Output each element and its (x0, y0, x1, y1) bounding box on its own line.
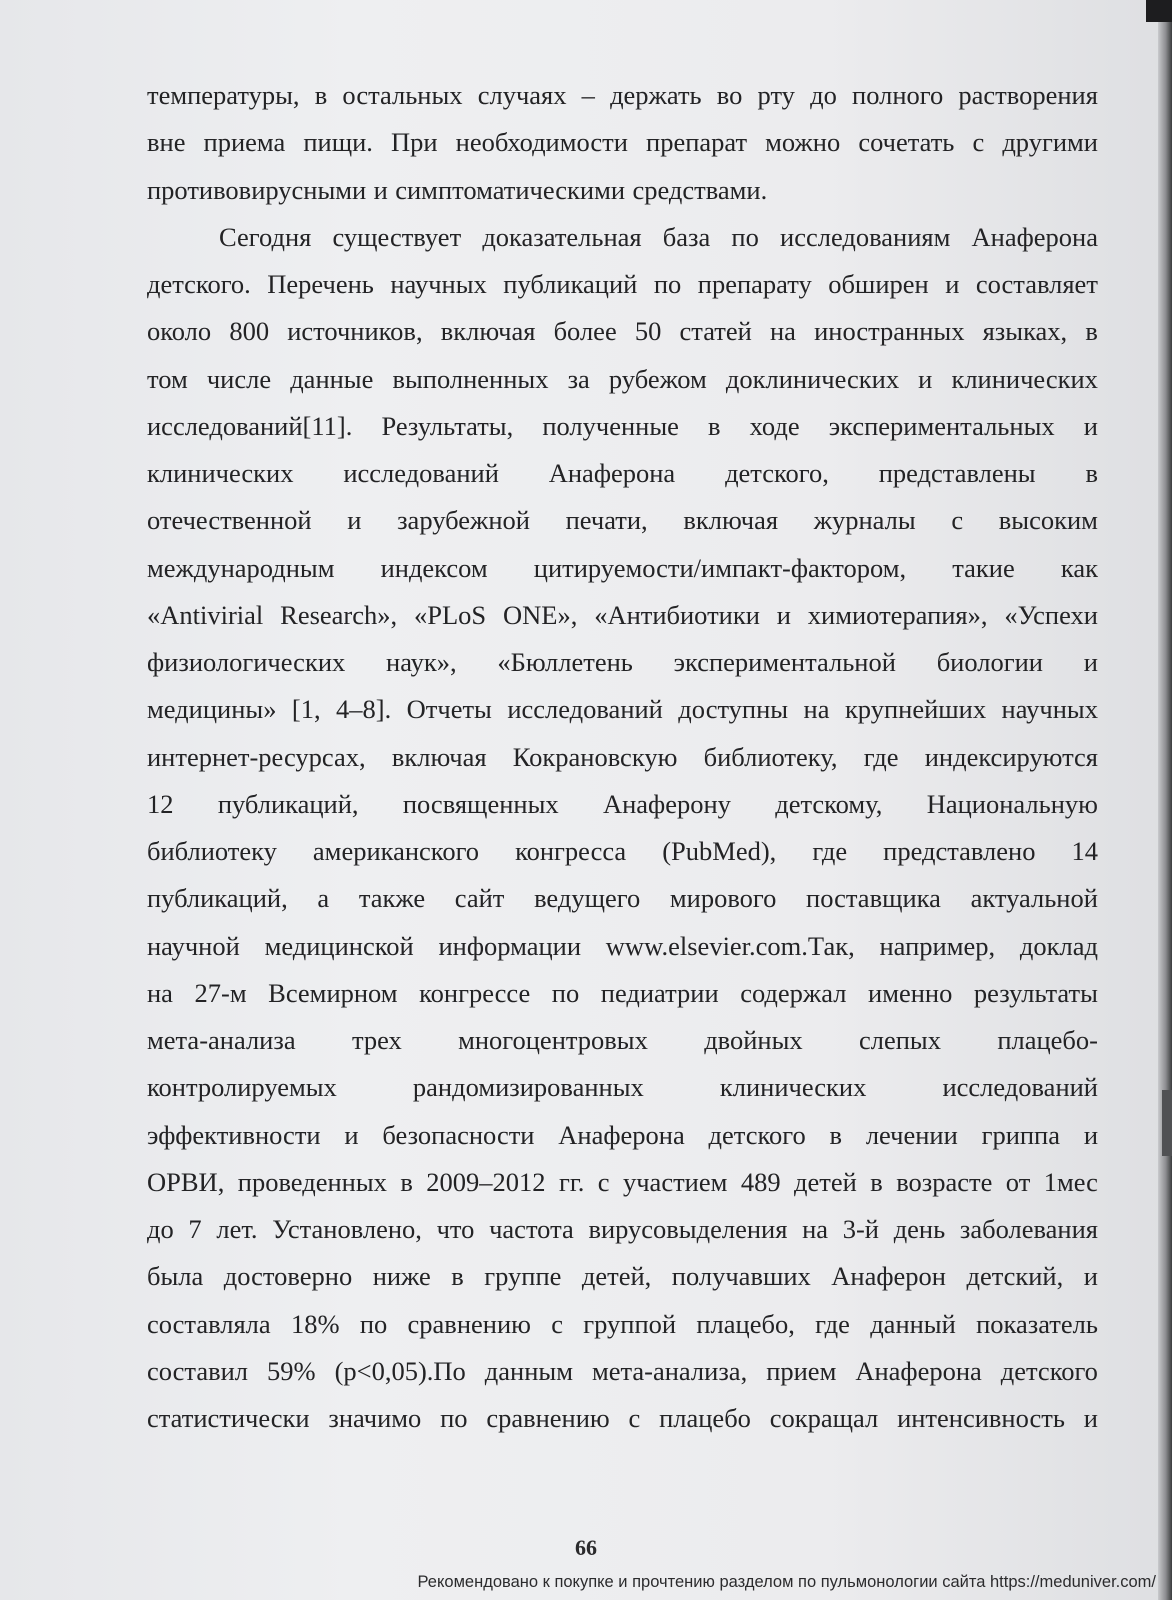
word: индексом (380, 552, 488, 583)
word: в (829, 1119, 843, 1150)
word: показатель (976, 1308, 1098, 1339)
word: включая (440, 316, 536, 347)
word: Research», (280, 599, 398, 630)
word: полученные (542, 410, 679, 441)
word: «Бюллетень (497, 647, 633, 677)
word: и (344, 1119, 359, 1150)
word: многоцентровых (458, 1025, 648, 1055)
word: и (1083, 1403, 1098, 1433)
word: контролируемых (147, 1072, 337, 1103)
word: библиотеку, (703, 741, 838, 772)
word: в (870, 1166, 883, 1197)
scan-edge-mark (1162, 1090, 1172, 1156)
word: крупнейших (844, 694, 987, 725)
word: полного (852, 80, 944, 110)
word: Всемирном (268, 977, 398, 1008)
word: проведенных (237, 1166, 387, 1197)
word: и (373, 174, 388, 205)
word: прием (766, 1355, 837, 1386)
word: на (147, 977, 173, 1008)
word: а (317, 883, 330, 914)
text-line (147, 875, 1098, 922)
word: эффективности (147, 1119, 321, 1150)
word: и (347, 505, 362, 536)
word: сайт (454, 883, 505, 914)
word: исследований (507, 694, 663, 725)
text-line (147, 1301, 1098, 1348)
text-line (147, 1395, 1098, 1442)
text-line (147, 923, 1098, 970)
word: числе (206, 363, 272, 394)
word: гриппа (981, 1119, 1061, 1150)
text-line (147, 828, 1098, 875)
word: лет. (216, 1214, 258, 1244)
text-line (147, 1206, 1098, 1253)
word: конгрессе (419, 977, 531, 1008)
word: приема (203, 127, 286, 158)
word: другими (1002, 127, 1098, 158)
word: посвященных (402, 788, 559, 819)
word: слепых (859, 1025, 941, 1055)
word: высоким (998, 505, 1098, 536)
word: 12 (147, 788, 174, 819)
word: с (972, 127, 985, 158)
word: в (400, 1166, 413, 1197)
text-line (147, 167, 1098, 214)
word: симптоматическими (395, 174, 626, 205)
word: Анаферон (831, 1261, 946, 1292)
word: и (1083, 1261, 1098, 1292)
word: экспериментальной (673, 647, 896, 677)
word: в (314, 80, 328, 110)
text-line (147, 1064, 1098, 1111)
word: включая (391, 741, 487, 772)
word: американского (312, 836, 480, 866)
word: детский, (966, 1261, 1064, 1292)
word: мета-анализа (147, 1025, 296, 1055)
word: вирусовыделения (588, 1214, 788, 1244)
word: исследований[11]. (147, 410, 353, 441)
text-line (147, 639, 1098, 686)
word: 3-й (842, 1214, 879, 1244)
word: по (551, 977, 580, 1008)
text-line (147, 781, 1098, 828)
word: включая (683, 505, 779, 536)
word: химиотерапия», (807, 599, 988, 630)
word: том (147, 363, 188, 394)
word: www.elsevier.com.Так, (605, 930, 855, 961)
word: детей, (581, 1261, 652, 1292)
text-line (147, 450, 1098, 497)
word: данные (290, 363, 374, 394)
word: база (662, 221, 711, 252)
word: публикаций, (147, 883, 288, 914)
word: индексируются (924, 741, 1098, 772)
word: сравнению (486, 1403, 610, 1433)
word: 59% (267, 1355, 316, 1386)
word: научной (147, 930, 240, 961)
scan-corner-mark (1146, 0, 1172, 22)
word: Результаты, (381, 410, 514, 441)
text-line (147, 1112, 1098, 1159)
word: средствами. (632, 174, 768, 205)
word: участием (622, 1166, 728, 1197)
word: актуальной (970, 883, 1098, 914)
text-line (147, 403, 1098, 450)
word: Национальную (926, 788, 1098, 819)
word: Анаферону (602, 788, 731, 819)
word: трех (351, 1025, 402, 1055)
word: Кокрановскую (512, 741, 678, 772)
word: температуры, (147, 80, 300, 110)
word: рандомизированных (412, 1072, 644, 1103)
word: день (893, 1214, 946, 1244)
word: клинических (147, 458, 294, 488)
word: где (863, 741, 899, 772)
text-line (147, 356, 1098, 403)
word: публикаций, (217, 788, 359, 819)
text-line (147, 592, 1098, 639)
word: такие (952, 552, 1015, 583)
word: 50 (634, 316, 662, 347)
word: например, (879, 930, 996, 961)
word: в (451, 1261, 464, 1292)
word: ведущего (534, 883, 641, 914)
word: публикаций (503, 269, 638, 299)
footer-note: Рекомендовано к покупке и прочтению разделом по пульмонологии сайта https://meduniver.com/ (417, 1573, 1156, 1591)
word: достоверно (223, 1261, 353, 1292)
word: где (812, 836, 848, 866)
word: составляет (975, 269, 1098, 299)
word: по (440, 1403, 468, 1433)
word: в (708, 410, 721, 441)
word: на (769, 316, 796, 347)
word: рту (757, 80, 795, 110)
word: группе (484, 1261, 562, 1292)
word: 14 (1071, 836, 1098, 866)
word: научных (1001, 694, 1098, 725)
word: Анаферона (558, 1119, 685, 1150)
word: Установлено, (272, 1214, 422, 1244)
text-line (147, 686, 1098, 733)
word: частота (489, 1214, 574, 1244)
word: можно (765, 127, 841, 158)
word: и (776, 599, 791, 630)
word: детского (1000, 1355, 1098, 1386)
word: интенсивность (897, 1403, 1065, 1433)
word: растворения (958, 80, 1098, 110)
word: группой (583, 1308, 677, 1339)
word: данный (870, 1308, 956, 1339)
word: до (810, 80, 837, 110)
page-number: 66 (575, 1535, 597, 1560)
word: физиологических (147, 647, 346, 677)
word: более (553, 316, 617, 347)
word: также (358, 883, 426, 914)
word: детей (794, 1166, 857, 1197)
word: с (597, 1166, 610, 1197)
word: статей (679, 316, 752, 347)
word: что (436, 1214, 475, 1244)
text-line (147, 970, 1098, 1017)
word: и (945, 269, 960, 299)
word: была (147, 1261, 204, 1292)
word: где (815, 1308, 850, 1339)
word: на (802, 1214, 829, 1244)
word: как (1060, 552, 1098, 583)
word: вне (147, 127, 186, 158)
word: источников, (287, 316, 423, 347)
word: безопасности (382, 1119, 535, 1150)
word: цитируемости/импакт-фактором, (533, 552, 907, 583)
word: информации (438, 930, 582, 961)
word: мета-анализа, (591, 1355, 748, 1386)
word: и (1083, 1119, 1098, 1150)
word: педиатрии (600, 977, 719, 1008)
word: «Антибиотики (594, 599, 760, 630)
word: 2009–2012 (426, 1166, 546, 1197)
word: пищи. (303, 127, 373, 158)
word: плацебо, (696, 1308, 795, 1339)
text-line (147, 497, 1098, 544)
word: научных (390, 269, 487, 299)
word: доклад (1019, 930, 1098, 961)
word: с (951, 505, 964, 536)
word: во (716, 80, 743, 110)
word: противовирусными (147, 174, 367, 205)
word: составляла (147, 1308, 271, 1339)
word: библиотеку (147, 836, 277, 866)
scan-page-edge (1158, 0, 1172, 1600)
text-line (147, 1017, 1098, 1064)
text-line (147, 1159, 1098, 1206)
word: печати, (565, 505, 648, 536)
word: Анаферона (548, 458, 676, 488)
word: по (731, 221, 759, 252)
word: держать (610, 80, 702, 110)
word: в (1085, 316, 1098, 347)
word: с (628, 1403, 641, 1433)
word: иностранных (814, 316, 965, 347)
word: доклинических (725, 363, 900, 394)
word: детскому, (775, 788, 883, 819)
word: 1мес (1043, 1166, 1098, 1197)
word: Отчеты (406, 694, 492, 725)
word: (PubMed), (662, 836, 777, 866)
word: 18% (290, 1308, 340, 1339)
word: препарат (646, 127, 748, 158)
word: выполненных (392, 363, 549, 394)
text-line (147, 734, 1098, 781)
word: около (147, 316, 212, 347)
word: доказательная (482, 221, 642, 252)
word: «Успехи (1004, 599, 1098, 630)
word: детского (708, 1119, 806, 1150)
word: с (551, 1308, 563, 1339)
text-line (147, 1253, 1098, 1300)
word: по (653, 269, 682, 299)
word: экспериментальных (828, 410, 1055, 441)
text-line (147, 308, 1098, 355)
word: поставщика (806, 883, 941, 914)
text-line (147, 119, 1098, 166)
word: 27-м (194, 977, 247, 1008)
word: 489 (740, 1166, 781, 1197)
word: ОРВИ, (147, 1166, 225, 1197)
word: по (359, 1308, 388, 1339)
word: – (581, 80, 595, 110)
word: от (1005, 1166, 1031, 1197)
body-text (147, 72, 1098, 1442)
word: плацебо- (997, 1025, 1098, 1055)
word: наук», (386, 647, 457, 677)
word: и (918, 363, 933, 394)
word: препарату (697, 269, 812, 299)
word: возрасте (896, 1166, 993, 1197)
text-line (147, 72, 1098, 119)
word: составил (147, 1355, 249, 1386)
word: конгресса (515, 836, 627, 866)
word: заболевания (959, 1214, 1098, 1244)
word: сравнению (407, 1308, 531, 1339)
word: гг. (558, 1166, 585, 1197)
word: Анаферона (855, 1355, 982, 1386)
word: сокращал (769, 1403, 879, 1433)
word: лечении (865, 1119, 958, 1150)
text-line (147, 1348, 1098, 1395)
word: детского. (147, 269, 251, 299)
paragraph-first-line (147, 214, 1098, 261)
word: При (391, 127, 438, 158)
word: и (1083, 410, 1098, 441)
word: мирового (669, 883, 777, 914)
word: результаты (973, 977, 1098, 1008)
word: 800 (229, 316, 270, 347)
word: журналы (813, 505, 916, 536)
word: языках, (982, 316, 1068, 347)
word: исследованиям (780, 221, 951, 252)
word: статистически (147, 1403, 310, 1433)
word: исследований (942, 1072, 1098, 1103)
word: медицинской (264, 930, 414, 961)
word: остальных (342, 80, 463, 110)
word: существует (332, 221, 462, 252)
word: случаях (477, 80, 567, 110)
word: необходимости (455, 127, 628, 158)
word: представлены (878, 458, 1036, 488)
word: ниже (372, 1261, 431, 1292)
word: до (147, 1214, 174, 1244)
word: ходе (749, 410, 800, 441)
word: клинических (951, 363, 1098, 394)
word: значимо (328, 1403, 422, 1433)
word: зарубежной (397, 505, 530, 536)
word: международным (147, 552, 335, 583)
word: сочетать (858, 127, 955, 158)
word: Перечень (267, 269, 374, 299)
word: биологии (936, 647, 1043, 677)
word: получавших (671, 1261, 811, 1292)
word: содержал (740, 977, 847, 1008)
text-line (147, 545, 1098, 592)
word: на (803, 694, 830, 725)
text-line (147, 261, 1098, 308)
word: [1, (291, 694, 321, 725)
word: плацебо (659, 1403, 751, 1433)
word: медицины» (147, 694, 277, 725)
word: данным (484, 1355, 573, 1386)
word: и (1083, 647, 1098, 677)
word: 4–8]. (336, 694, 392, 725)
word: Сегодня (219, 221, 312, 252)
word: ONE», (503, 599, 578, 630)
word: именно (868, 977, 953, 1008)
word: (p<0,05).По (334, 1355, 466, 1386)
word: в (1085, 458, 1098, 488)
word: представлено (883, 836, 1036, 866)
word: 7 (188, 1214, 202, 1244)
word: интернет-ресурсах, (147, 741, 366, 772)
word: рубежом (608, 363, 707, 394)
word: исследований (343, 458, 499, 488)
word: клинических (719, 1072, 867, 1103)
word: детского, (725, 458, 829, 488)
word: обширен (828, 269, 929, 299)
word: Анаферона (971, 221, 1098, 252)
word: доступны (678, 694, 789, 725)
word: за (567, 363, 590, 394)
word: отечественной (147, 505, 312, 536)
word: двойных (704, 1025, 803, 1055)
word: «Antivirial (147, 599, 264, 630)
word: «PLoS (413, 599, 487, 630)
